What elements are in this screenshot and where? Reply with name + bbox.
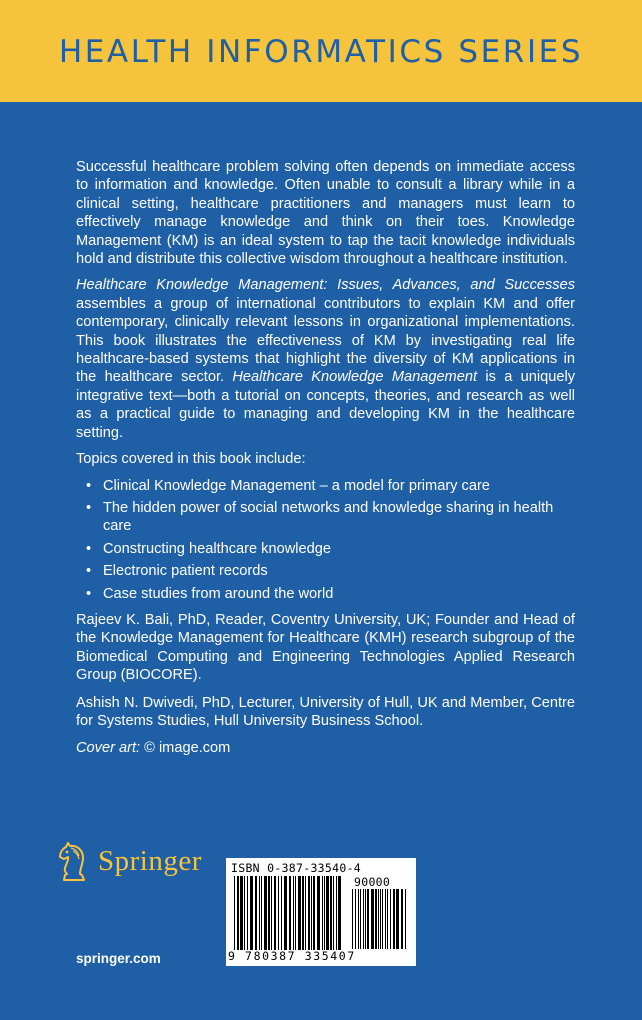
bullet-icon: • — [86, 563, 92, 580]
isbn-barcode — [226, 858, 416, 966]
description-paragraph-2 — [76, 276, 575, 442]
cover-art-label: Cover art: — [76, 740, 141, 757]
bullet-icon: • — [86, 499, 92, 516]
ean-barcode-bars — [234, 876, 342, 950]
book-title-italic: Healthcare Knowledge Management: Issues, Advances, and Successes — [76, 277, 575, 294]
topic-item: • The hidden power of social networks and knowledge sharing in health care — [86, 499, 554, 535]
topic-item: • Electronic patient records — [86, 563, 268, 580]
paragraph-2-text-b: is a uniquely integrative text—both a tutorial on concepts, theories, and research as well as a practical guide to managing and developing KM in the healthcare setting. — [76, 369, 575, 441]
cover-art-credit — [76, 739, 575, 757]
publisher-url: springer.com — [76, 951, 161, 966]
price-code: 90000 — [354, 875, 391, 889]
topic-item: • Case studies from around the world — [86, 585, 334, 602]
topics-list — [76, 477, 575, 603]
price-barcode-bars — [352, 889, 408, 949]
publisher-name: Springer — [98, 844, 202, 877]
bullet-icon: • — [86, 585, 92, 602]
chess-knight-icon — [56, 840, 92, 882]
paragraph-2-text-a: assembles a group of international contributors to explain KM and offer contemporary, clinically relevant lessons in organizational implementations. This book illustrates the effectiveness of KM by investigating real life healthcare-based systems that highlight the diversity of KM applications in the healthcare sector. — [76, 295, 575, 386]
back-cover-description — [76, 158, 575, 766]
topics-intro: Topics covered in this book include: — [76, 451, 306, 468]
topic-item: • Clinical Knowledge Management – a model for primary care — [86, 477, 490, 494]
author-bio-1: Rajeev K. Bali, PhD, Reader, Coventry University, UK; Founder and Head of the Knowledge Management for Healthcare (KMH) research subgroup of the Biomedical Computing and Engineering Technologies Applied Research Group (BIOCORE). — [76, 611, 575, 684]
isbn-number: ISBN 0-387-33540-4 — [231, 861, 362, 875]
bullet-icon: • — [86, 477, 92, 494]
topic-item: • Constructing healthcare knowledge — [86, 540, 331, 557]
cover-art-value: © image.com — [140, 740, 231, 757]
ean-number: 9 780387 335407 — [228, 949, 356, 963]
author-bio-2: Ashish N. Dwivedi, PhD, Lecturer, University of Hull, UK and Member, Centre for Systems Studies, Hull University Business School. — [76, 694, 575, 729]
description-paragraph-1: Successful healthcare problem solving often depends on immediate access to information and knowledge. Often unable to consult a library while in a clinical setting, healthcare practitioners and managers must learn to effectively manage knowledge and think on their toes. Knowledge Management (KM) is an ideal system to tap the tacit knowledge individuals hold and distribute this collective wisdom throughout a healthcare institution. — [76, 159, 575, 268]
book-title-short-italic: Healthcare Knowledge Management — [232, 369, 478, 386]
series-banner — [0, 0, 642, 102]
series-title: HEALTH INFORMATICS SERIES — [58, 34, 584, 70]
springer-logo — [56, 839, 202, 883]
bullet-icon: • — [86, 540, 92, 557]
